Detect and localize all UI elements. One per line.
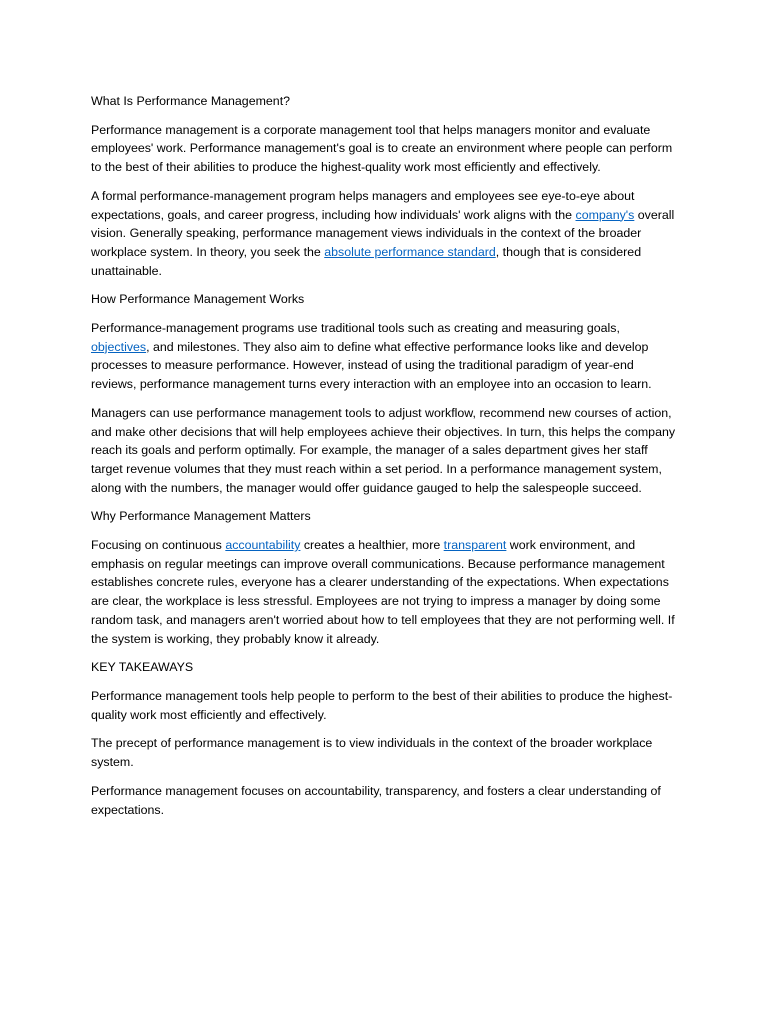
text-segment: overall vision. Generally speaking, performance management views individuals in the context of the broader workplace system. In theory, you seek the — [91, 207, 675, 259]
text-segment: work environment, and emphasis on regular meetings can improve overall communications. Because performance management establishes concrete rules, everyone has a clearer understanding of the expectations. When expectations are clear, the workplace is less stressful. Employees are not trying to impress a manager by doing some random task, and managers aren't worried about how to tell employees that they are not performing well. If the system is working, they probably know it already. — [91, 538, 675, 646]
paragraph-managers: Managers can use performance management tools to adjust workflow, recommend new courses of action, and make other decisions that will help employees achieve their objectives. In turn, this helps the company reach its goals and perform optimally. For example, the manager of a sales department gives her staff target revenue volumes that they must reach within a set period. In a performance management system, along with the numbers, the manager would offer guidance gauged to help the salespeople succeed. — [91, 405, 676, 495]
text-segment: , though that is considered unattainable. — [91, 244, 642, 278]
heading-how-it-works: How Performance Management Works — [91, 292, 305, 307]
text-segment: A formal performance-management program helps managers and employees see eye-to-eye about expectations, goals, and career progress, including how individuals' work aligns with the — [91, 188, 635, 222]
takeaway-item: Performance management focuses on accountability, transparency, and fosters a clear understanding of expectations. — [91, 783, 661, 817]
text-segment: creates a healthier, more — [300, 538, 444, 553]
takeaway-item: Performance management tools help people to perform to the best of their abilities to produce the highest-quality work most efficiently and effectively. — [91, 688, 673, 722]
paragraph-programs — [91, 319, 679, 394]
objectives-link[interactable]: objectives — [91, 339, 147, 354]
document-body — [91, 92, 679, 829]
text-segment: Performance-management programs use traditional tools such as creating and measuring goals, — [91, 321, 620, 336]
paragraph-intro: Performance management is a corporate management tool that helps managers monitor and evaluate employees' work. Performance management's goal is to create an environment where people can perform to the best of their abilities to produce the highest-quality work most efficiently and effectively. — [91, 122, 673, 175]
accountability-link[interactable]: accountability — [225, 538, 301, 553]
heading-why-it-matters: Why Performance Management Matters — [91, 509, 311, 524]
paragraph-accountability — [91, 536, 679, 648]
text-segment: , and milestones. They also aim to define what effective performance looks like and develop processes to measure performance. However, instead of using the traditional paradigm of year-end reviews, performance management turns every interaction with an employee into an occasion to learn. — [91, 339, 652, 392]
absolute-performance-standard-link[interactable]: absolute performance standard — [324, 244, 496, 259]
paragraph-formal-program — [91, 187, 679, 281]
text-segment: Focusing on continuous — [91, 538, 226, 553]
takeaway-item: The precept of performance management is to view individuals in the context of the broader workplace system. — [91, 736, 653, 770]
company-link[interactable]: company's — [575, 207, 635, 222]
heading-key-takeaways: KEY TAKEAWAYS — [91, 660, 194, 675]
transparent-link[interactable]: transparent — [443, 538, 507, 553]
heading-what-is: What Is Performance Management? — [91, 94, 291, 108]
